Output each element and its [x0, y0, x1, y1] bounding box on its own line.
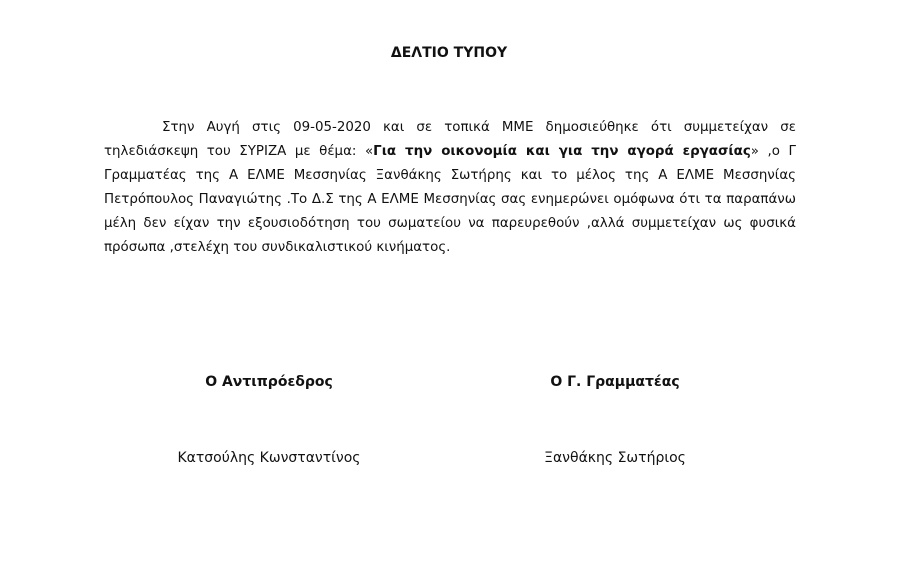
document-title: ΔΕΛΤΙΟ ΤΥΠΟΥ — [390, 45, 508, 61]
signature-role-vice-president: Ο Αντιπρόεδρος — [205, 374, 333, 390]
paragraph-text-part1: Στην Αυγή στις 09-05-2020 και σε τοπικά ΜΜΕ δημοσιεύθηκε ότι συμμετείχαν σε τηλεδιάσκεψη του ΣΥΡΙΖΑ με θέμα: « — [104, 120, 796, 159]
signature-name-general-secretary: Ξανθάκης Σωτήριος — [544, 450, 686, 466]
paragraph-bold-topic: Για την οικονομία και για την αγορά εργασίας — [373, 143, 751, 159]
signature-role-general-secretary: Ο Γ. Γραμματέας — [550, 374, 680, 390]
body-paragraph — [104, 116, 796, 259]
signature-name-vice-president: Κατσούλης Κωνσταντίνος — [177, 450, 361, 466]
paragraph-text-part2: » ,ο Γ Γραμματέας της Α ΕΛΜΕ Μεσσηνίας Ξανθάκης Σωτήρης και το μέλος της Α ΕΛΜΕ Μεσσηνίας Πετρόπουλος Παναγιώτης .Το Δ.Σ της Α ΕΛΜΕ Μεσσηνίας σας ενημερώνει ομόφωνα ότι τα παραπάνω μέλη δεν είχαν την εξουσιοδότηση του σωματείου να παρευρεθούν ,αλλά συμμετείχαν ως φυσικά πρόσωπα ,στελέχη του συνδικαλιστικού κινήματος. — [104, 143, 796, 255]
